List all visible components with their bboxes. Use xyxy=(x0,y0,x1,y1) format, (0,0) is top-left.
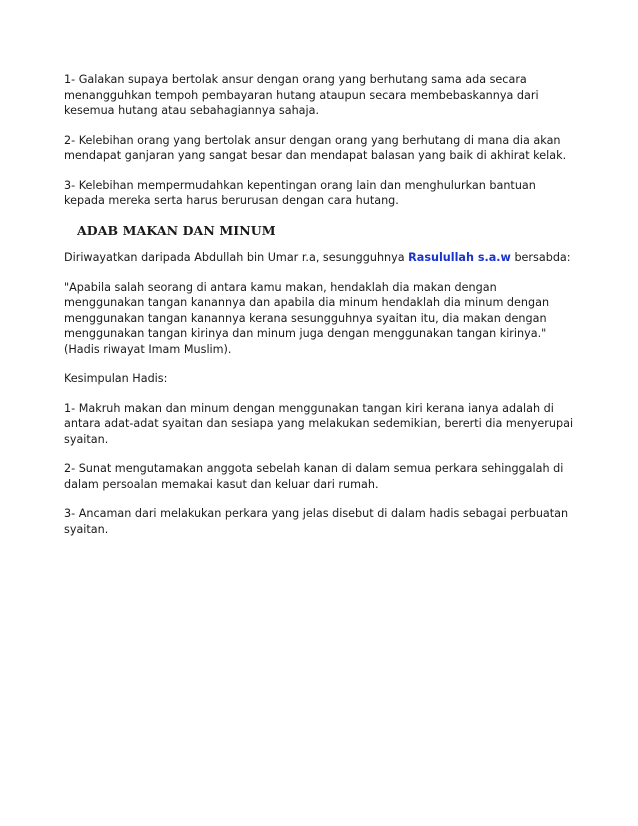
list-item: 1- Galakan supaya bertolak ansur dengan orang yang berhutang sama ada secara menangguhkan tempoh pembayaran hutang ataupun secara membebaskannya dari kesemua hutang atau sebahagiannya sahaja. xyxy=(64,73,539,117)
intro-text-end: bersabda: xyxy=(510,251,571,264)
intro-text: Diriwayatkan daripada Abdullah bin Umar r.a, sesungguhnya xyxy=(64,251,409,264)
document-page xyxy=(64,72,574,551)
intro-paragraph xyxy=(64,250,574,266)
hadith-quote: "Apabila salah seorang di antara kamu makan, hendaklah dia makan dengan menggunakan tangan kanannya dan apabila dia minum hendaklah dia minum dengan menggunakan tangan kanannya kerana sesungguhnya syaitan itu, dia makan dengan menggunakan tangan kirinya dan minum juga dengan menggunakan tangan kirinya." (Hadis riwayat Imam Muslim). xyxy=(64,280,550,356)
list-item: 1- Makruh makan dan minum dengan menggunakan tangan kiri kerana ianya adalah di antara adat-adat syaitan dan sesiapa yang melakukan sedemikian, bererti dia menyerupai syaitan. xyxy=(64,401,574,446)
highlighted-name: Rasulullah s.a.w xyxy=(408,251,511,264)
conclusion-label: Kesimpulan Hadis: xyxy=(64,372,168,385)
list-item: 3- Ancaman dari melakukan perkara yang jelas disebut di dalam hadis sebagai perbuatan syaitan. xyxy=(64,507,569,536)
list-item: 2- Sunat mengutamakan anggota sebelah kanan di dalam semua perkara sehinggalah di dalam persoalan memakai kasut dan keluar dari rumah. xyxy=(64,462,564,491)
section-heading: ADAB MAKAN DAN MINUM xyxy=(77,222,276,238)
list-item: 2- Kelebihan orang yang bertolak ansur dengan orang yang berhutang di mana dia akan mendapat ganjaran yang sangat besar dan mendapat balasan yang baik di akhirat kelak. xyxy=(64,133,567,162)
list-item: 3- Kelebihan mempermudahkan kepentingan orang lain dan menghulurkan bantuan kepada mereka serta harus berurusan dengan cara hutang. xyxy=(64,178,536,207)
